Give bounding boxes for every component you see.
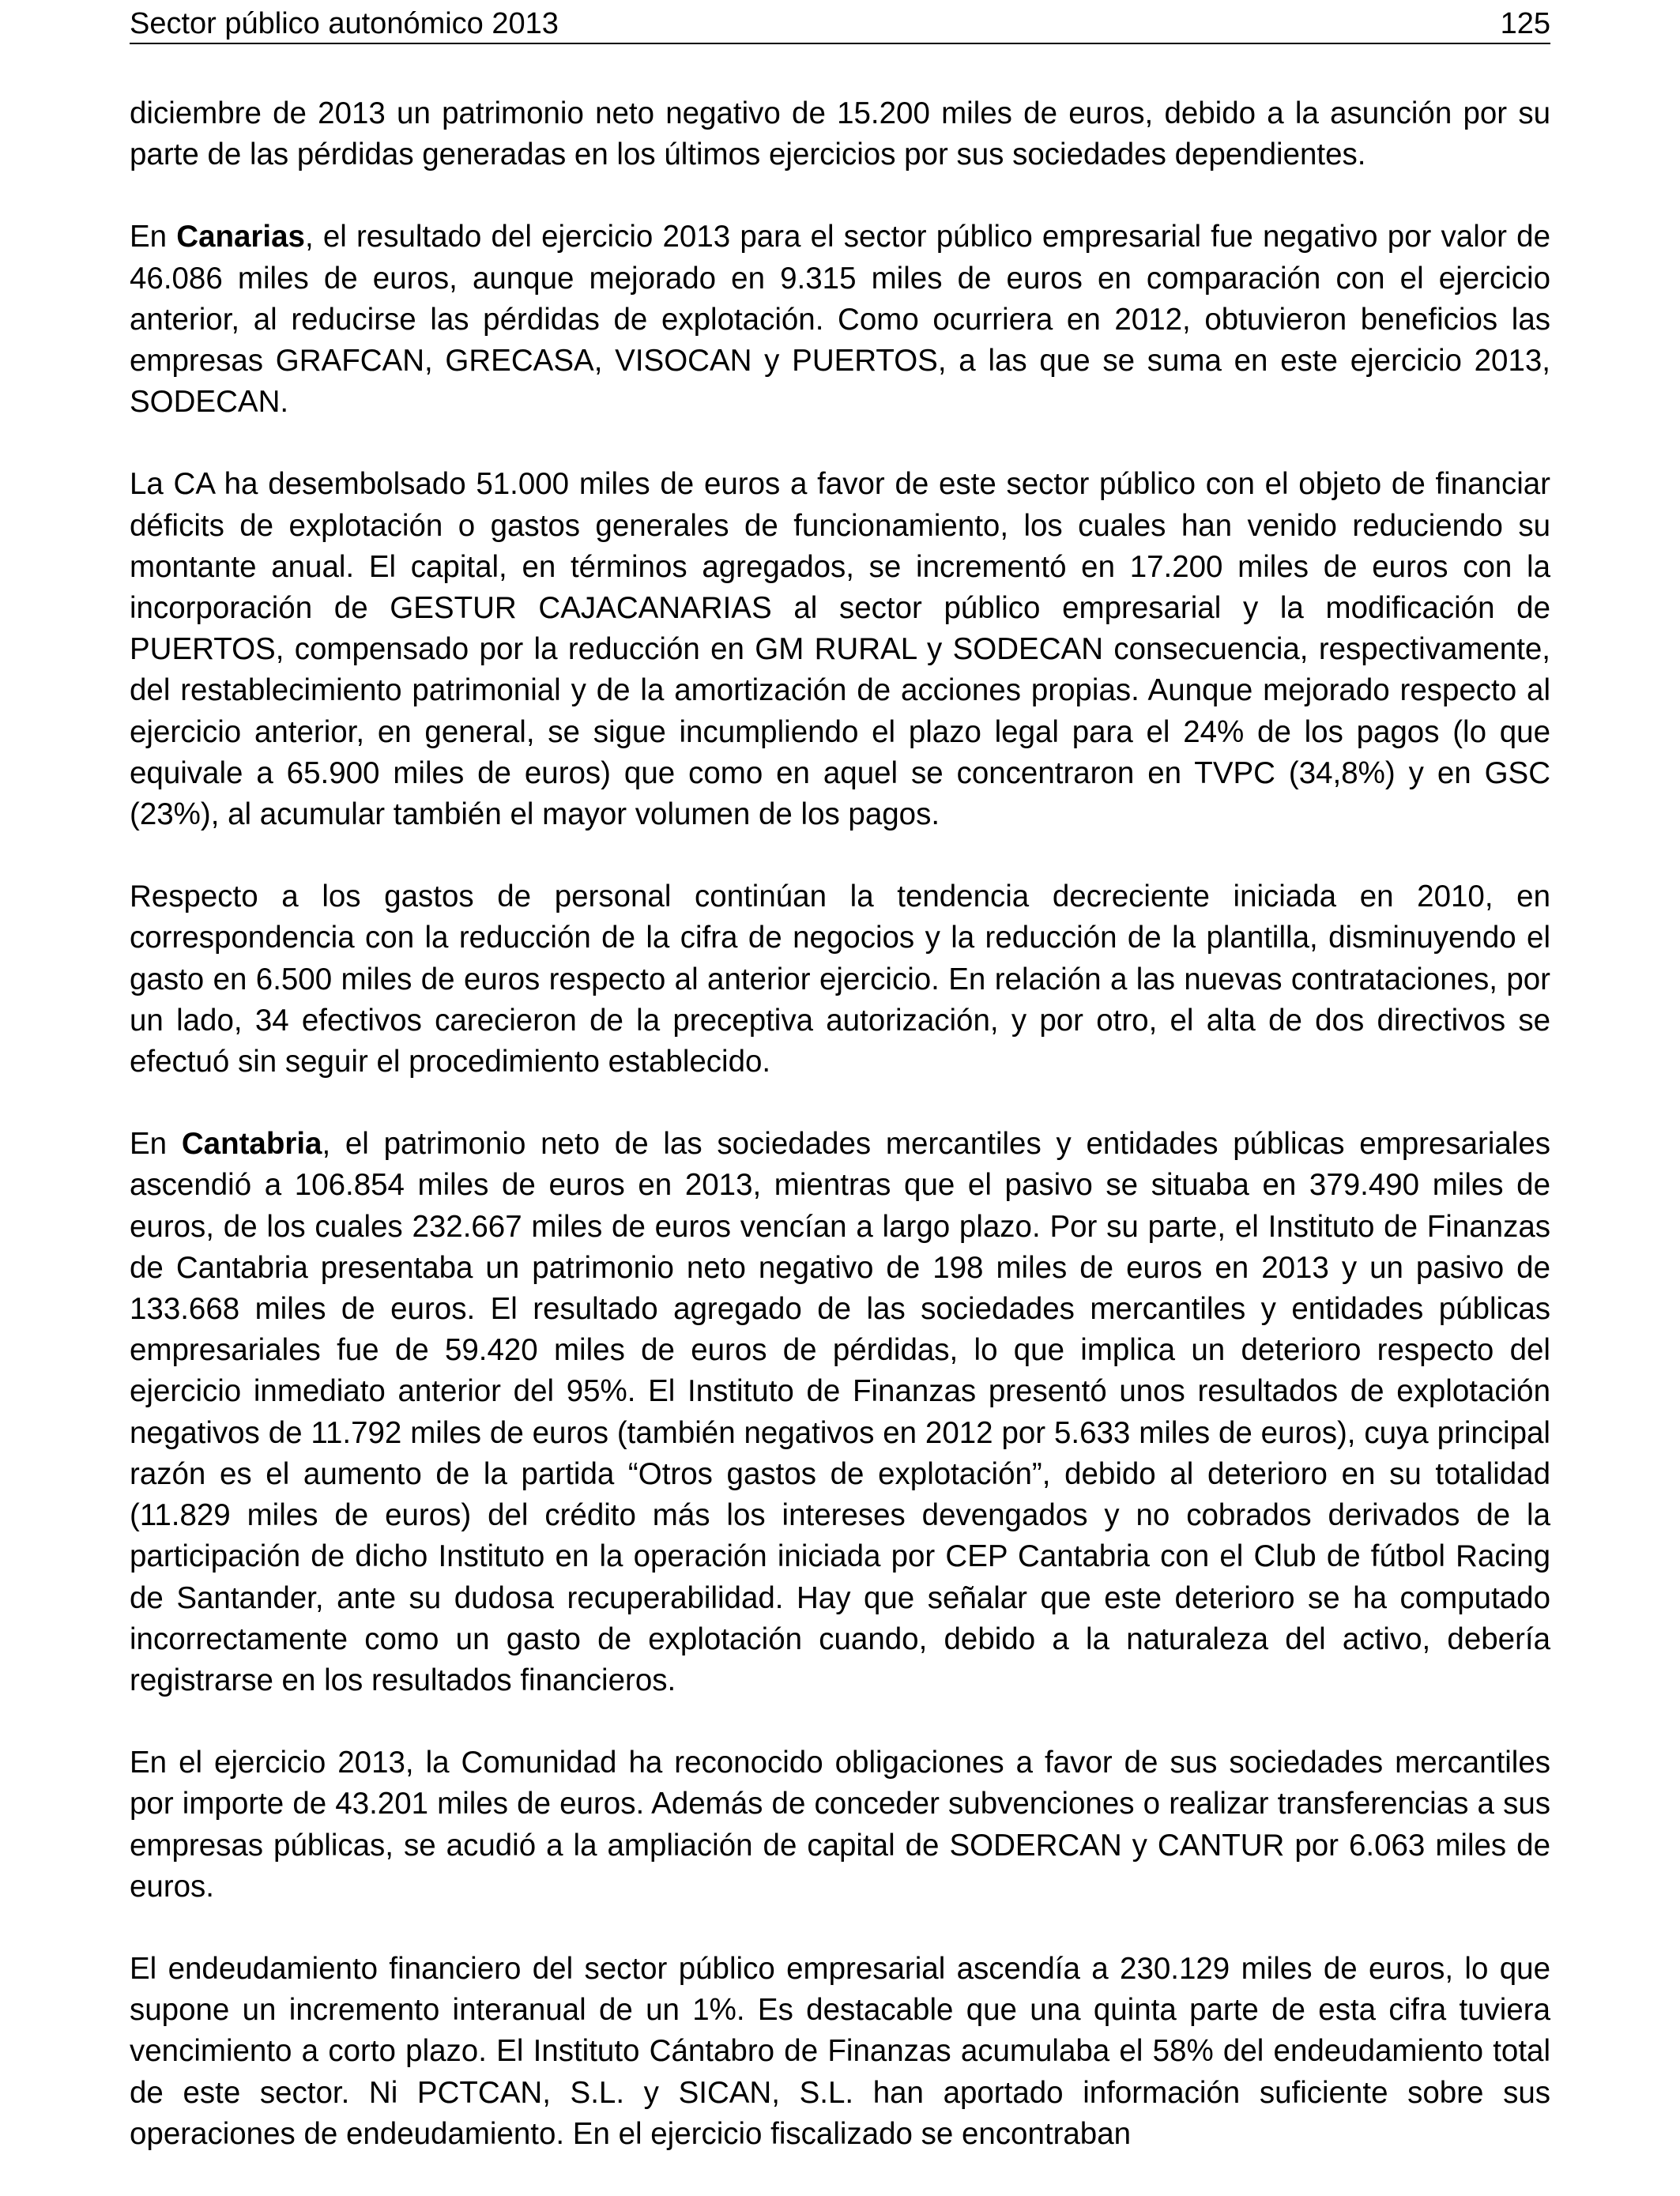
paragraph-cantabria [130,1124,1550,1701]
paragraph-text: La CA ha desembolsado 51.000 miles de euros a favor de este sector público con el objeto de financiar déficits de explotación o gastos generales de funcionamiento, los cuales han venido reduciendo su montante anual. El capital, en términos agregados, se incrementó en 17.200 miles de euros con la incorporación de GESTUR CAJACANARIAS al sector público empresarial y la modificación de PUERTOS, compensado por la reducción en GM RURAL y SODECAN consecuencia, respectivamente, del restablecimiento patrimonial y de la amortización de acciones propias. Aunque mejorado respecto al ejercicio anterior, en general, se sigue incumpliendo el plazo legal para el 24% de los pagos (lo que equivale a 65.900 miles de euros) que como en aquel se concentraron en TVPC (34,8%) y en GSC (23%), al acumular también el mayor volumen de los pagos. [130,467,1550,832]
paragraph-lead: En [130,1127,182,1162]
paragraph-text: , el resultado del ejercicio 2013 para el sector público empresarial fue negativo por valor de 46.086 miles de euros, aunque mejorado en 9.315 miles de euros en comparación con el ejercicio anterior, al reducirse las pérdidas de explotación. Como ocurriera en 2012, obtuvieron beneficios las empresas GRAFCAN, GRECASA, VISOCAN y PUERTOS, a las que se suma en este ejercicio 2013, SODECAN. [130,220,1550,420]
document-page [130,0,1550,2196]
paragraph-text: El endeudamiento financiero del sector público empresarial ascendía a 230.129 miles de euros, lo que supone un incremento interanual de un 1%. Es destacable que una quinta parte de esta cifra tuviera vencimiento a corto plazo. El Instituto Cántabro de Finanzas acumulaba el 58% del endeudamiento total de este sector. Ni PCTCAN, S.L. y SICAN, S.L. han aportado información suficiente sobre sus operaciones de endeudamiento. En el ejercicio fiscalizado se encontraban [130,1951,1550,2151]
paragraph-text: Respecto a los gastos de personal continúan la tendencia decreciente iniciada en 2010, en correspondencia con la reducción de la cifra de negocios y la reducción de la plantilla, disminuyendo el gasto en 6.500 miles de euros respecto al anterior ejercicio. En relación a las nuevas contrataciones, por un lado, 34 efectivos carecieron de la preceptiva autorización, y por otro, el alta de dos directivos se efectuó sin seguir el procedimiento establecido. [130,880,1550,1079]
paragraph-text: diciembre de 2013 un patrimonio neto negativo de 15.200 miles de euros, debido a la asunción por su parte de las pérdidas generadas en los últimos ejercicios por sus sociedades dependientes. [130,96,1550,172]
page-number: 125 [1500,7,1550,40]
paragraph [130,1949,1550,2155]
paragraph [130,93,1550,175]
region-name-canarias: Canarias [176,220,305,254]
running-header [130,0,1550,44]
region-name-cantabria: Cantabria [181,1127,322,1162]
paragraph-lead: En [130,220,177,254]
paragraph-canarias [130,217,1550,423]
paragraph [130,464,1550,835]
header-title: Sector público autonómico 2013 [130,7,559,40]
body-text [130,93,1550,2155]
paragraph-text: , el patrimonio neto de las sociedades mercantiles y entidades públicas empresariales ascendió a 106.854 miles de euros en 2013, mientras que el pasivo se situaba en 379.490 miles de euros, de los cuales 232.667 miles de euros vencían a largo plazo. Por su parte, el Instituto de Finanzas de Cantabria presentaba un patrimonio neto negativo de 198 miles de euros en 2013 y un pasivo de 133.668 miles de euros. El resultado agregado de las sociedades mercantiles y entidades públicas empresariales fue de 59.420 miles de euros de pérdidas, lo que implica un deterioro respecto del ejercicio inmediato anterior del 95%. El Instituto de Finanzas presentó unos resultados de explotación negativos de 11.792 miles de euros (también negativos en 2012 por 5.633 miles de euros), cuya principal razón es el aumento de la partida “Otros gastos de explotación”, debido al deterioro en su totalidad (11.829 miles de euros) del crédito más los intereses devengados y no cobrados derivados de la participación de dicho Instituto en la operación iniciada por CEP Cantabria con el Club de fútbol Racing de Santander, ante su dudosa recuperabilidad. Hay que señalar que este deterioro se ha computado incorrectamente como un gasto de explotación cuando, debido a la naturaleza del activo, debería registrarse en los resultados financieros. [130,1127,1551,1697]
paragraph-text: En el ejercicio 2013, la Comunidad ha reconocido obligaciones a favor de sus sociedades mercantiles por importe de 43.201 miles de euros. Además de conceder subvenciones o realizar transferencias a sus empresas públicas, se acudió a la ampliación de capital de SODERCAN y CANTUR por 6.063 miles de euros. [130,1746,1550,1904]
paragraph [130,876,1550,1083]
paragraph [130,1742,1550,1908]
